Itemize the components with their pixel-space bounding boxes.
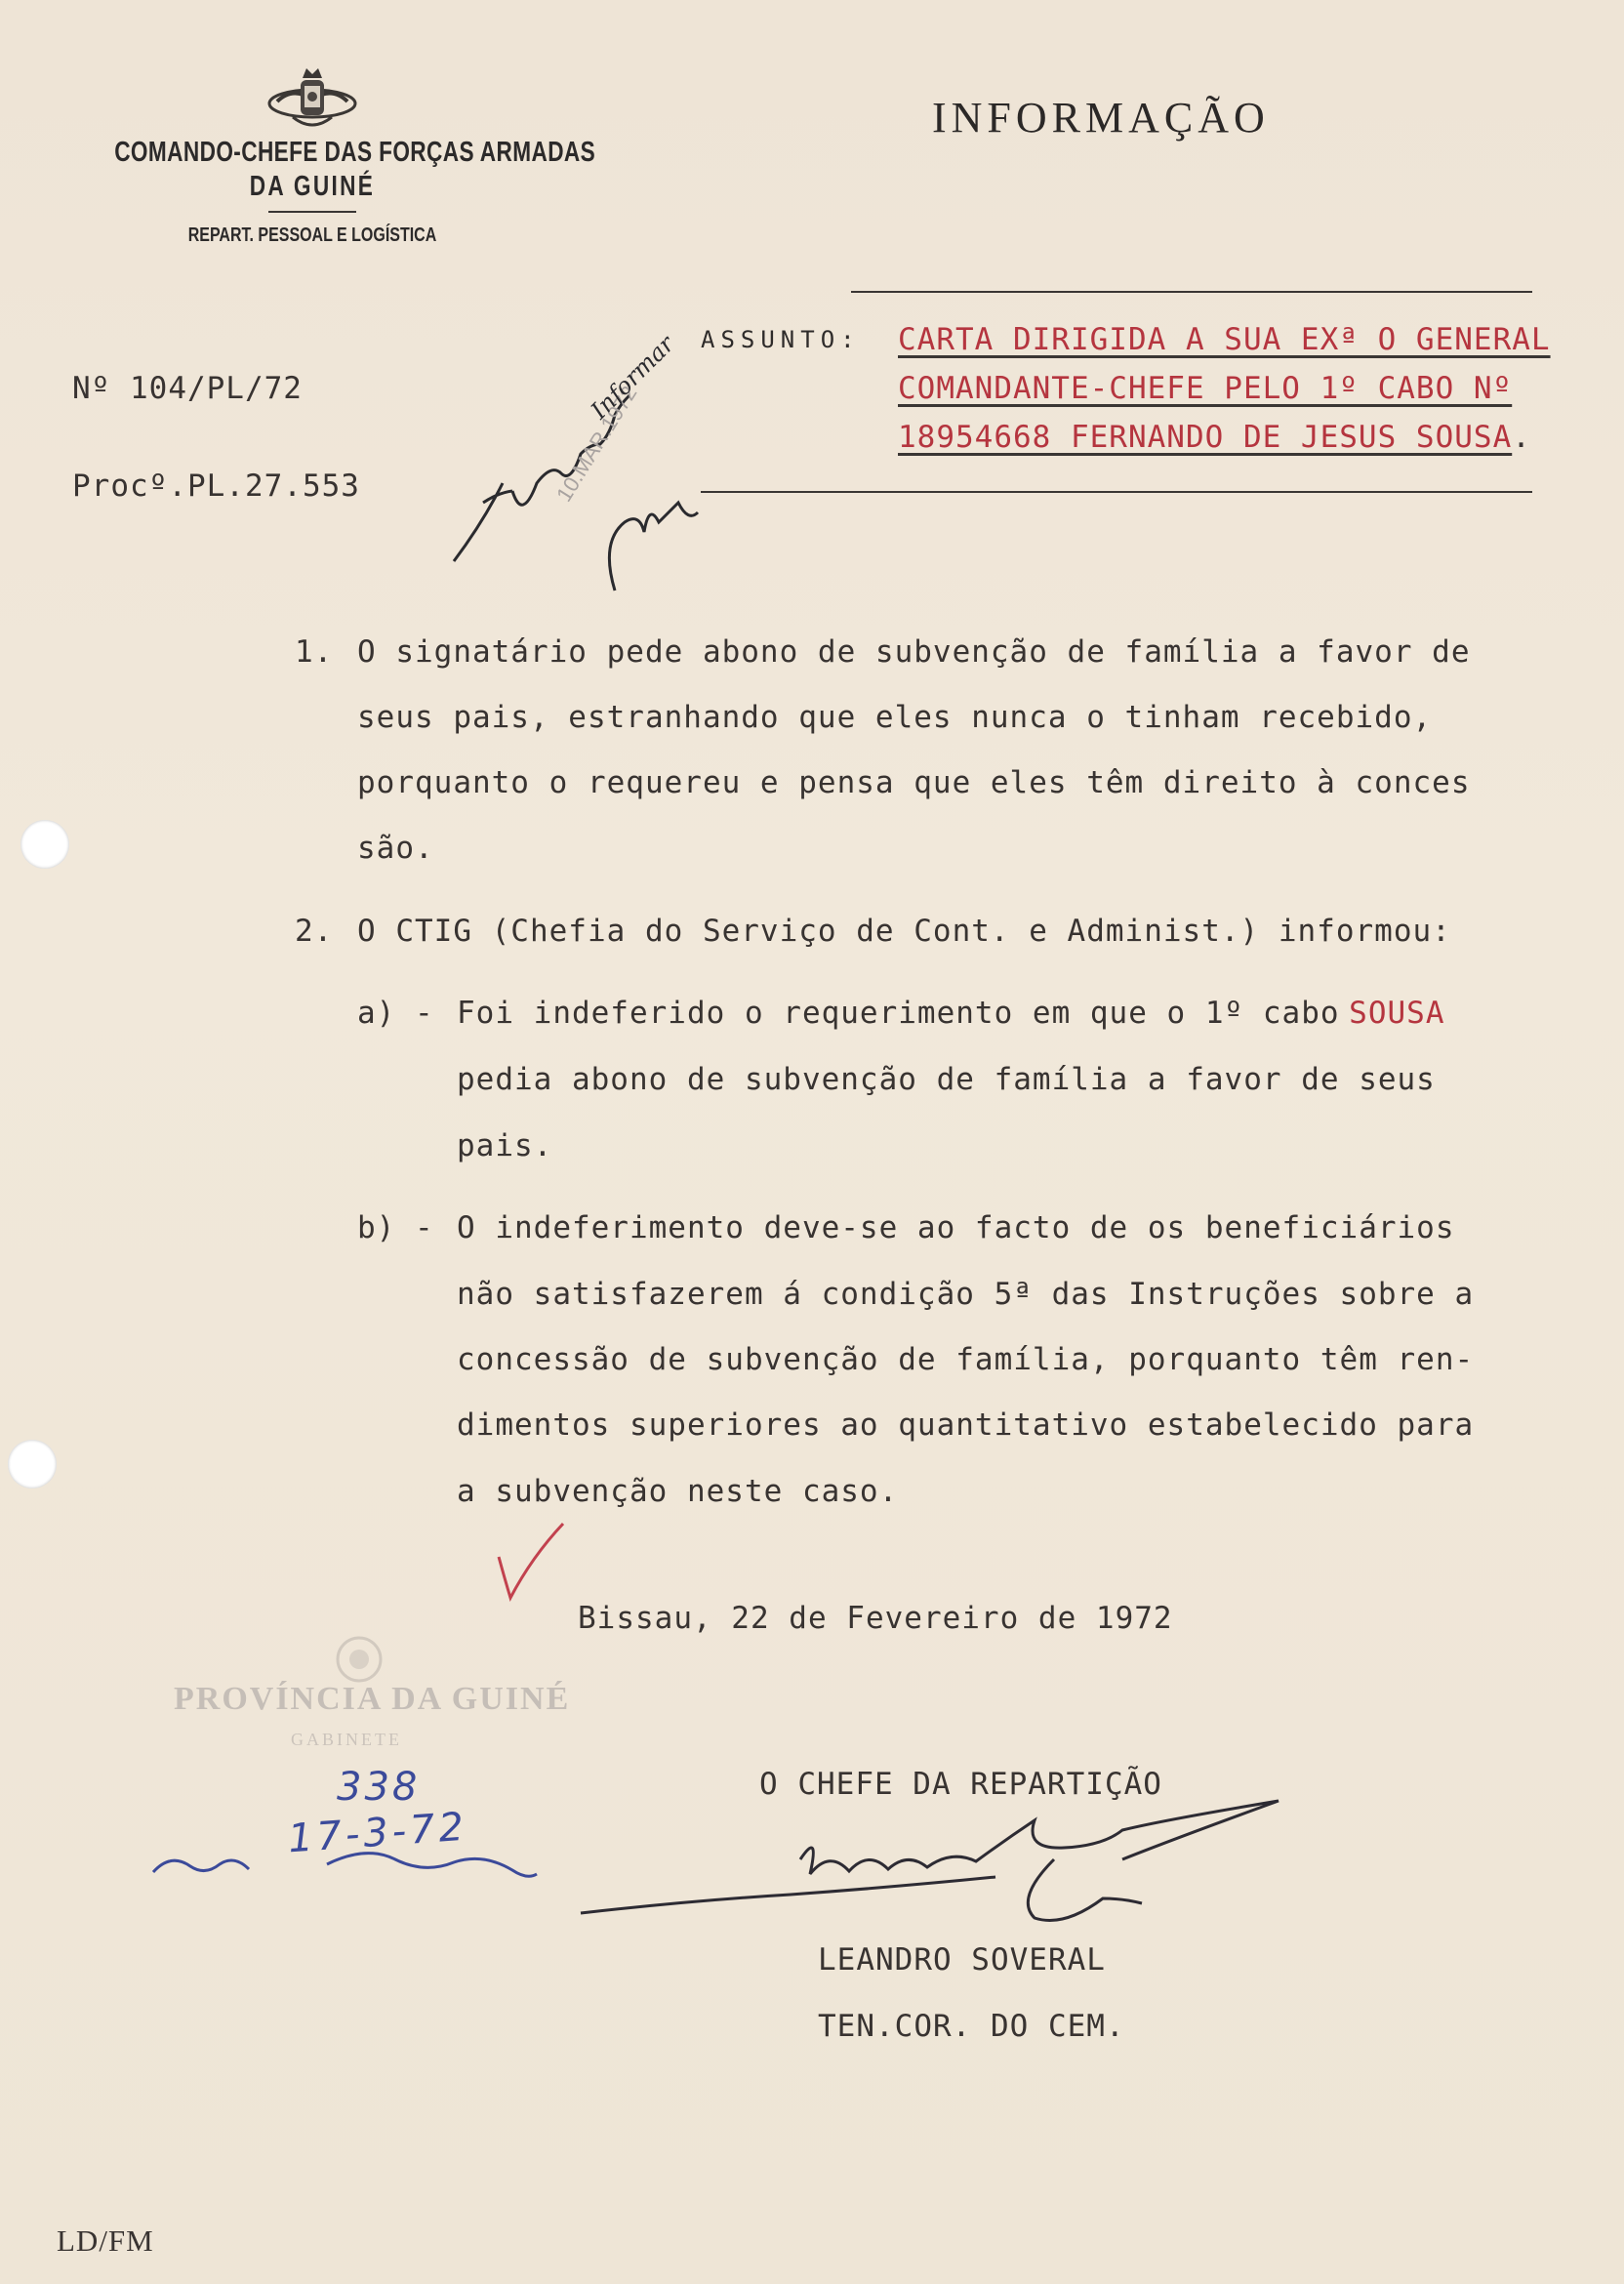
signer-name: LEANDRO SOVERAL [818, 1942, 1106, 1978]
item-b-line-2: não satisfazerem á condição 5ª das Instruções sobre a [457, 1277, 1475, 1312]
coat-of-arms-icon [264, 59, 361, 137]
reference-number: Nº 104/PL/72 [72, 371, 303, 406]
item-a-line-2: pedia abono de subvenção de família a favor de seus [457, 1062, 1436, 1097]
item-b-line-3: concessão de subvenção de família, porquanto têm ren- [457, 1342, 1475, 1377]
handwritten-informar-text: Informar [586, 330, 680, 425]
paragraph-2-number: 2. [295, 914, 334, 949]
subject-label: ASSUNTO: [701, 326, 861, 353]
org-name-line2: DA GUINÉ [249, 171, 376, 202]
signer-rank: TEN.COR. DO CEM. [818, 2009, 1125, 2044]
subject-line-3: 18954668 FERNANDO DE JESUS SOUSA [898, 420, 1513, 455]
department-name: REPART. PESSOAL E LOGÍSTICA [187, 224, 437, 246]
signatory-role: O CHEFE DA REPARTIÇÃO [759, 1767, 1162, 1802]
item-a-label: a) - [357, 996, 434, 1031]
subject-line-3-row [898, 420, 1531, 455]
place-and-date: Bissau, 22 de Fevereiro de 1972 [578, 1601, 1173, 1636]
item-b-label: b) - [357, 1210, 434, 1245]
red-check-mark-icon [493, 1518, 571, 1606]
subject-bottom-rule [701, 491, 1532, 493]
paragraph-1-number: 1. [295, 634, 334, 670]
paragraph-1-line-1: O signatário pede abono de subvenção de família a favor de [357, 634, 1471, 670]
stamp-line-2: GABINETE [291, 1730, 402, 1749]
stamp-crest-icon [320, 1630, 398, 1689]
subject-period: . [1512, 420, 1531, 455]
registration-date: 17-3-72 [286, 1804, 469, 1862]
item-a-line-3: pais. [457, 1128, 553, 1163]
paragraph-1-line-2: seus pais, estranhando que eles nunca o tinham recebido, [357, 700, 1433, 735]
item-a-line-1: Foi indeferido o requerimento em que o 1º cabo [457, 996, 1340, 1031]
paragraph-1-line-3: porquanto o requereu e pensa que eles têm direito à conces [357, 765, 1471, 800]
item-b-line-4: dimentos superiores ao quantitativo estabelecido para [457, 1407, 1475, 1443]
punch-hole-bottom [8, 1440, 57, 1489]
paragraph-1-line-4: são. [357, 831, 434, 866]
item-a-line-1-row [457, 996, 1445, 1031]
item-b-line-5: a subvenção neste caso. [457, 1474, 899, 1509]
punch-hole-top [20, 820, 69, 869]
subject-line-1: CARTA DIRIGIDA A SUA EXª O GENERAL [898, 322, 1551, 357]
subject-line-2: COMANDANTE-CHEFE PELO 1º CABO Nº [898, 371, 1513, 406]
process-number: Procº.PL.27.553 [72, 469, 360, 504]
letterhead [59, 59, 596, 247]
item-b-line-1: O indeferimento deve-se ao facto de os beneficiários [457, 1210, 1455, 1245]
date-received-stamp: 10.MAR.1972 [551, 381, 642, 507]
stamp-line-1: PROVÍNCIA DA GUINÉ [174, 1681, 571, 1717]
typist-initials: LD/FM [57, 2223, 154, 2258]
registration-number: 338 [337, 1765, 421, 1810]
org-divider [268, 211, 356, 213]
paragraph-2-intro: O CTIG (Chefia do Serviço de Cont. e Administ.) informou: [357, 914, 1451, 949]
blue-handwritten-scribble [151, 1825, 542, 1903]
item-a-name: SOUSA [1349, 996, 1445, 1031]
subject-top-rule [851, 291, 1532, 293]
org-name-line1: COMANDO-CHEFE DAS FORÇAS ARMADAS [114, 137, 596, 168]
document-title: INFORMAÇÃO [932, 94, 1270, 142]
